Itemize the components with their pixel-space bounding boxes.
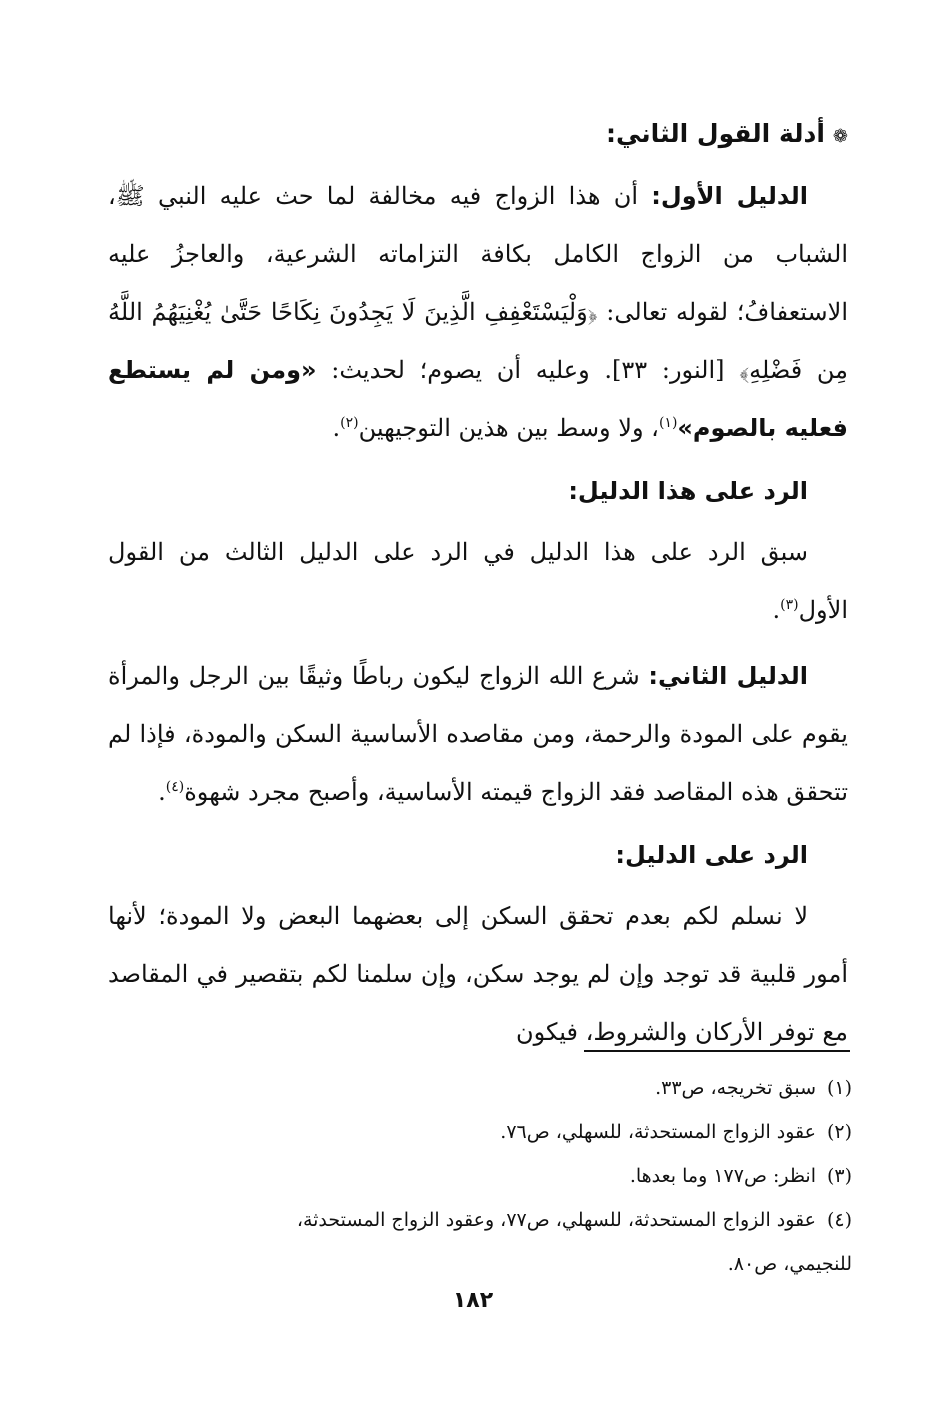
footnote-text: عقود الزواج المستحدثة، للسهلي، ص٧٦.	[500, 1121, 816, 1143]
section-heading	[108, 112, 848, 159]
first-proof-label: الدليل الأول:	[651, 182, 808, 210]
footnote-text: عقود الزواج المستحدثة، للسهلي، ص٧٧، وعقود الزواج المستحدثة،	[296, 1209, 816, 1231]
footnote-number: (٤)	[826, 1209, 852, 1231]
first-proof-text: أن هذا الزواج فيه مخالفة لما حث عليه النبي ﷺ، الشباب من الزواج الكامل بكافة التزاماته الشرعية، والعاجزُ عليه الاستعفافُ؛ لقوله تعالى: ﴿وَلْيَسْتَعْفِفِ الَّذِينَ لَا يَجِدُونَ نِكَاحًا حَتَّىٰ يُغْنِيَهُمُ اللَّهُ مِن فَضْلِهِ﴾ [النور: ٣٣]. وعليه أن يصوم؛ لحديث:	[108, 182, 848, 384]
section-heading-text: أدلة القول الثاني:	[606, 119, 825, 148]
footnote-divider	[584, 1050, 850, 1052]
second-proof-label: الدليل الثاني:	[648, 662, 808, 690]
first-proof-paragraph	[108, 167, 848, 457]
footnote-ref-4[interactable]: (٤)	[165, 779, 185, 795]
footnote-ref-1[interactable]: (١)	[658, 415, 678, 431]
footnote-item	[108, 1110, 852, 1154]
footnote-item	[108, 1198, 852, 1242]
footnotes	[108, 1066, 852, 1286]
first-proof-text-end: ، ولا وسط بين هذين التوجيهين	[358, 414, 659, 442]
footnote-number: (٣)	[826, 1165, 852, 1187]
footnote-continuation: للنجيمي، ص٨٠.	[727, 1253, 852, 1275]
period: .	[158, 778, 166, 806]
footnote-text: سبق تخريجه، ص٣٣.	[655, 1077, 816, 1099]
footnote-item	[108, 1066, 852, 1110]
second-reply-text: لا نسلم لكم بعدم تحقق السكن إلى بعضهما البعض ولا المودة؛ لأنها أمور قلبية قد توجد وإن لم يوجد سكن، وإن سلمنا لكم بتقصير في المقاصد مع توفر الأركان والشروط، فيكون	[108, 902, 848, 1046]
page-number: ١٨٢	[452, 1288, 494, 1313]
footnote-text: انظر: ص١٧٧ وما بعدها.	[629, 1165, 816, 1187]
second-proof-text: شرع الله الزواج ليكون رباطًا وثيقًا بين الرجل والمرأة يقوم على المودة والرحمة، ومن مقاصده الأساسية السكن والمودة، فإذا لم تتحقق هذه المقاصد فقد الزواج قيمته الأساسية، وأصبح مجرد شهوة	[108, 662, 848, 806]
second-reply-heading: الرد على الدليل:	[615, 841, 808, 869]
second-proof-paragraph	[108, 647, 848, 821]
period: .	[332, 414, 341, 442]
first-reply-heading: الرد على هذا الدليل:	[568, 477, 808, 505]
page-body	[108, 112, 848, 1069]
footnote-ref-3[interactable]: (٣)	[780, 597, 799, 613]
period: .	[772, 596, 781, 624]
footnote-number: (٢)	[826, 1121, 852, 1143]
second-reply-paragraph	[108, 887, 848, 1061]
ornament-icon: ❁	[832, 126, 848, 147]
hadith-quote: «ومن لم يستطع فعليه بالصوم»	[108, 356, 848, 442]
footnote-item	[108, 1154, 852, 1198]
first-reply-paragraph	[108, 523, 848, 639]
footnote-ref-2[interactable]: (٢)	[340, 415, 359, 431]
footnote-number: (١)	[826, 1077, 852, 1099]
first-reply-text: سبق الرد على هذا الدليل في الرد على الدليل الثالث من القول الأول	[108, 538, 848, 624]
